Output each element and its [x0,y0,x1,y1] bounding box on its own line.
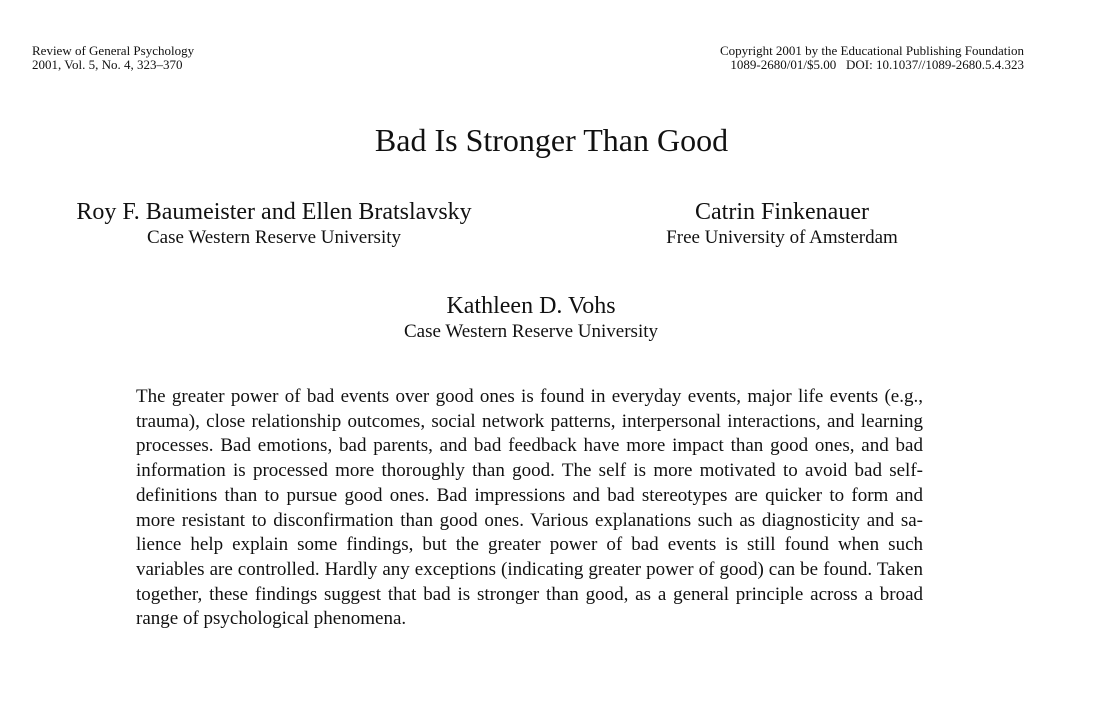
author-affiliation: Case Western Reserve University [403,321,659,342]
paper-title: Bad Is Stronger Than Good [374,122,729,158]
author-name: Catrin Finkenauer [695,199,869,225]
author-block-1 [36,198,512,250]
copyright-line: Copyright 2001 by the Educational Publishing Foundation [719,43,1024,58]
author-affiliation: Case Western Reserve University [146,227,402,248]
author-name: Kathleen D. Vohs [446,293,616,319]
author-block-3 [329,292,733,344]
abstract: The greater power of bad events over good ones is found in everyday events, major life events (e.g., trauma), close relationship outcomes, social network patterns, interpersonal interactions, and learning processes. Bad emotions, bad parents, and bad feedback have more impact than good ones, and bad information is processed more thoroughly than good. The self is more motivated to avoid bad self-definitions than to pursue good ones. Bad impressions and bad stereotypes are quicker to form and more resistant to disconfirmation than good ones. Various explanations such as diagnosticity and salience help explain some findings, but the greater power of bad events is still found when such variables are controlled. Hardly any exceptions (indicating greater power of good) can be found. Taken together, these findings suggest that bad is stronger than good, as a general principle across a broad range of psychological phenomena. [136,386,923,630]
journal-citation: 2001, Vol. 5, No. 4, 323–370 [32,57,183,72]
author-name: Roy F. Baumeister and Ellen Bratslavsky [76,199,472,225]
journal-name: Review of General Psychology [32,43,195,58]
publisher-header [720,44,1024,72]
journal-header [32,44,194,72]
author-block-2 [630,198,934,250]
issn-doi-line: 1089-2680/01/$5.00 DOI: 10.1037//1089-2680.5.4.323 [730,57,1024,72]
author-affiliation: Free University of Amsterdam [666,227,898,248]
